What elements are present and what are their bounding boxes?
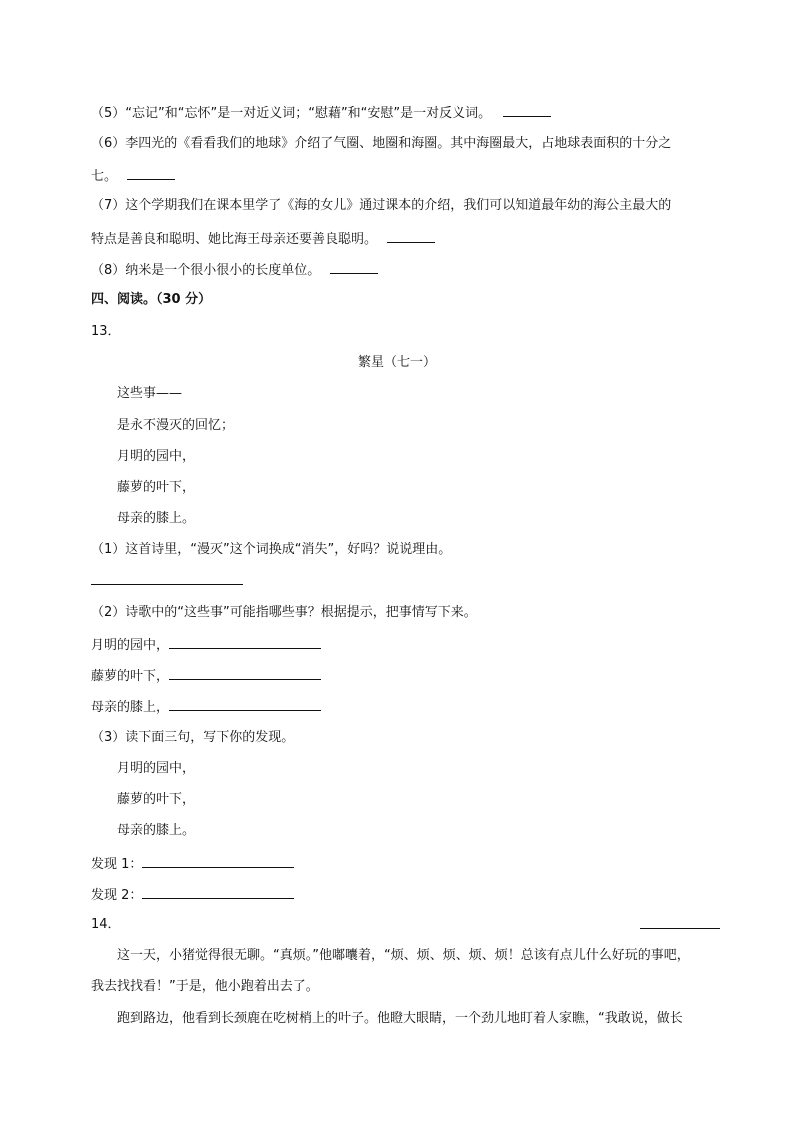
question-number: 13． <box>91 324 121 339</box>
title-blank-line <box>640 914 720 936</box>
answer-blank[interactable] <box>142 884 294 899</box>
statement-8 <box>91 259 378 281</box>
fill-item-label: 月明的园中， <box>91 638 170 653</box>
passage-line: 跑到路边，他看到长颈鹿在吃树梢上的叶子。他瞪大眼睛，一个劲儿地盯着人家瞧，“我敢说，做长 <box>117 1011 683 1026</box>
fill-item <box>91 665 321 687</box>
statement-6-text-cont: 七。 <box>91 169 118 184</box>
fill-item <box>91 696 321 718</box>
question-number: 14． <box>91 917 121 932</box>
answer-blank[interactable] <box>169 696 321 711</box>
statement-7-line1 <box>91 196 671 216</box>
passage-line: 这一天，小猪觉得很无聊。“真烦。”他嘟囔着，“烦、烦、烦、烦、烦！总该有点儿什么好玩的事吧， <box>117 948 690 963</box>
fill-item-label: 藤萝的叶下， <box>91 669 170 684</box>
statement-6-line1 <box>91 134 671 154</box>
sub-question-3: （3）读下面三句，写下你的发现。 <box>91 730 295 745</box>
answer-blank[interactable] <box>169 665 321 680</box>
answer-blank[interactable] <box>127 165 175 180</box>
statement-5-text: （5）“忘记”和“忘怀”是一对近义词；“慰藉”和“安慰”是一对反义词。 <box>91 106 492 121</box>
poem-line: 藤萝的叶下， <box>117 480 196 495</box>
passage-line: 我去找找看！”于是，他小跑着出去了。 <box>91 979 319 994</box>
statement-6-text: （6）李四光的《看看我们的地球》介绍了气圈、地圈和海圈。其中海圈最大，占地球表面积的十分之 <box>91 136 672 151</box>
poem-line: 月明的园中， <box>117 761 196 776</box>
answer-blank[interactable] <box>91 570 243 585</box>
finding-1 <box>91 853 294 875</box>
statement-6-line2 <box>91 165 175 187</box>
poem-line: 母亲的膝上。 <box>117 511 196 526</box>
poem-title: 繁星（七一） <box>357 355 436 370</box>
answer-blank[interactable] <box>503 102 551 117</box>
answer-line <box>91 570 243 592</box>
poem-line: 这些事—— <box>117 386 183 401</box>
section-heading: 四、阅读。（30 分） <box>91 292 212 307</box>
statement-7-text-cont: 特点是善良和聪明、她比海王母亲还要善良聪明。 <box>91 232 378 247</box>
answer-blank[interactable] <box>330 259 378 274</box>
answer-blank[interactable] <box>142 853 294 868</box>
fill-item <box>91 634 321 656</box>
fill-item-label: 母亲的膝上， <box>91 700 170 715</box>
poem-line: 是永不漫灭的回忆； <box>117 418 235 433</box>
finding-label: 发现 2： <box>91 888 143 903</box>
answer-blank[interactable] <box>169 634 321 649</box>
answer-blank[interactable] <box>387 228 435 243</box>
answer-blank[interactable] <box>640 914 720 929</box>
sub-question-1: （1）这首诗里，“漫灭”这个词换成“消失”，好吗？说说理由。 <box>91 542 452 557</box>
poem-line: 母亲的膝上。 <box>117 823 196 838</box>
poem-line: 藤萝的叶下， <box>117 792 196 807</box>
statement-7-text: （7）这个学期我们在课本里学了《海的女儿》通过课本的介绍，我们可以知道最年幼的海公主最大的 <box>91 198 672 213</box>
finding-label: 发现 1： <box>91 857 143 872</box>
statement-8-text: （8）纳米是一个很小很小的长度单位。 <box>91 263 321 278</box>
statement-7-line2 <box>91 228 435 250</box>
statement-5 <box>91 102 551 124</box>
poem-line: 月明的园中， <box>117 449 196 464</box>
finding-2 <box>91 884 294 906</box>
sub-question-2: （2）诗歌中的“这些事”可能指哪些事？根据提示，把事情写下来。 <box>91 605 477 620</box>
